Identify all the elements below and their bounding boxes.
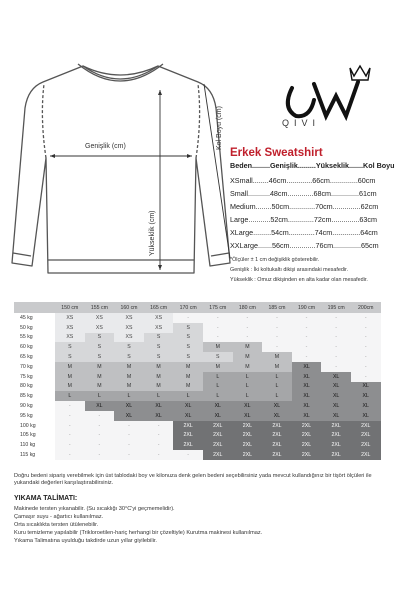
table-row	[14, 352, 381, 362]
size-cell: XL	[114, 401, 144, 411]
size-cell: -	[351, 333, 381, 343]
weight-cell: 60 kg	[20, 344, 33, 351]
size-cell: 2XL	[292, 450, 322, 460]
size-cell: -	[55, 431, 85, 441]
table-row	[14, 313, 381, 323]
table-row	[14, 401, 381, 411]
size-cell: 2XL	[233, 440, 263, 450]
size-cell: XL	[203, 411, 233, 421]
size-cell: -	[114, 440, 144, 450]
wash-line: Yıkama Talimatına uyulduğu takdirde uzun yıllar giyilebilir.	[14, 538, 157, 544]
size-cell: M	[233, 362, 263, 372]
size-cell: M	[173, 372, 203, 382]
weight-cell: 45 kg	[20, 314, 33, 321]
size-cell: 2XL	[173, 440, 203, 450]
guide-note: Genişlik : İki koltukaltı dikişi arasındaki mesafedir.	[230, 267, 349, 273]
weight-cell: 65 kg	[20, 354, 33, 361]
guide-row: Large...........52cm.............72cm..............63cm	[230, 215, 377, 224]
size-cell: M	[144, 362, 174, 372]
size-cell: -	[292, 313, 322, 323]
size-cell: XL	[173, 411, 203, 421]
wash-line: Kuru temizleme yapılabilir (Trikloroetilen-hariç herhangi bir çözeltiyle) Kurutma makinesi kullanılmaz.	[14, 530, 263, 536]
height-header: 195 cm	[321, 302, 351, 313]
size-cell: XL	[321, 401, 351, 411]
size-cell: M	[114, 362, 144, 372]
size-cell: -	[262, 342, 292, 352]
size-cell: -	[321, 333, 351, 343]
size-cell: XL	[351, 411, 381, 421]
size-cell: S	[173, 342, 203, 352]
size-cell: XS	[144, 323, 174, 333]
guide-note: Yükseklik : Omuz dikişinden en alta kadar olan mesafedir.	[230, 277, 368, 283]
height-header: 175 cm	[203, 302, 233, 313]
size-cell: 2XL	[203, 431, 233, 441]
size-cell: XL	[321, 372, 351, 382]
size-cell: -	[262, 333, 292, 343]
size-cell: 2XL	[173, 421, 203, 431]
size-cell: 2XL	[203, 450, 233, 460]
size-cell: -	[144, 421, 174, 431]
size-cell: M	[55, 372, 85, 382]
size-cell: -	[321, 352, 351, 362]
size-cell: -	[85, 431, 115, 441]
size-cell: -	[85, 421, 115, 431]
size-cell: -	[321, 362, 351, 372]
wash-title: YIKAMA TALİMATI:	[14, 495, 78, 502]
size-cell: 2XL	[321, 421, 351, 431]
size-cell: -	[173, 313, 203, 323]
size-cell: -	[233, 313, 263, 323]
size-matrix-table	[14, 302, 381, 460]
size-cell: -	[321, 323, 351, 333]
table-row	[14, 362, 381, 372]
height-header: 190 cm	[292, 302, 322, 313]
size-cell: -	[321, 342, 351, 352]
size-cell: M	[233, 342, 263, 352]
size-cell: -	[55, 421, 85, 431]
wash-line: Orta sıcaklıkta tersten ütülenebilir.	[14, 522, 99, 528]
height-label: Yükseklik (cm)	[149, 210, 156, 256]
size-cell: L	[233, 391, 263, 401]
size-cell: S	[55, 352, 85, 362]
height-header: 165 cm	[144, 302, 174, 313]
size-cell: M	[55, 362, 85, 372]
table-row	[14, 323, 381, 333]
weight-cell: 55 kg	[20, 334, 33, 341]
size-cell: 2XL	[351, 421, 381, 431]
size-cell: -	[114, 431, 144, 441]
size-cell: L	[144, 391, 174, 401]
size-cell: XL	[144, 401, 174, 411]
size-cell: M	[55, 382, 85, 392]
size-cell: S	[85, 333, 115, 343]
size-cell: XL	[292, 382, 322, 392]
size-cell: -	[262, 313, 292, 323]
size-cell: L	[203, 391, 233, 401]
size-cell: -	[55, 411, 85, 421]
height-header: 180 cm	[233, 302, 263, 313]
size-cell: L	[262, 391, 292, 401]
size-cell: XL	[262, 411, 292, 421]
corner-cell	[14, 302, 55, 313]
size-cell: -	[85, 411, 115, 421]
size-cell: -	[144, 431, 174, 441]
guide-row: Small...........48cm.............68cm..............61cm	[230, 189, 377, 198]
size-cell: L	[114, 391, 144, 401]
table-row	[14, 421, 381, 431]
size-cell: -	[292, 342, 322, 352]
size-cell: 2XL	[292, 440, 322, 450]
size-cell: XL	[233, 411, 263, 421]
size-cell: 2XL	[321, 440, 351, 450]
size-cell: M	[173, 382, 203, 392]
size-cell: XL	[351, 401, 381, 411]
height-header: 200cm	[351, 302, 381, 313]
size-cell: L	[262, 382, 292, 392]
sweatshirt-sketch	[8, 48, 233, 283]
size-cell: L	[85, 391, 115, 401]
weight-cell: 110 kg	[20, 442, 36, 449]
size-cell: XL	[351, 391, 381, 401]
size-cell: 2XL	[321, 450, 351, 460]
size-cell: XL	[292, 391, 322, 401]
size-cell: -	[351, 313, 381, 323]
size-cell: L	[233, 382, 263, 392]
table-row	[14, 372, 381, 382]
size-cell: XL	[321, 391, 351, 401]
weight-cell: 80 kg	[20, 383, 33, 390]
weight-cell: 105 kg	[20, 432, 36, 439]
size-cell: M	[203, 362, 233, 372]
size-cell: S	[85, 342, 115, 352]
size-cell: XL	[262, 401, 292, 411]
size-cell: -	[351, 323, 381, 333]
table-row	[14, 431, 381, 441]
size-cell: XL	[203, 401, 233, 411]
size-cell: -	[233, 333, 263, 343]
size-cell: M	[203, 342, 233, 352]
guide-row: XXLarge.......56cm.............76cm..............65cm	[230, 241, 379, 250]
table-row	[14, 450, 381, 460]
size-cell: 2XL	[233, 431, 263, 441]
size-cell: XS	[55, 313, 85, 323]
size-cell: XS	[55, 333, 85, 343]
weight-cell: 90 kg	[20, 403, 33, 410]
size-cell: 2XL	[351, 450, 381, 460]
size-cell: 2XL	[321, 431, 351, 441]
guide-row: XLarge.........54cm.............74cm..............64cm	[230, 228, 378, 237]
size-cell: XL	[351, 382, 381, 392]
width-label: Genişlik (cm)	[85, 143, 126, 150]
size-cell: XL	[292, 401, 322, 411]
size-cell: 2XL	[351, 440, 381, 450]
table-header-row	[14, 302, 381, 313]
guide-note: *Ölçüler ± 1 cm değişiklik gösterebilir.	[230, 257, 320, 263]
height-header: 185 cm	[262, 302, 292, 313]
size-cell: XS	[85, 323, 115, 333]
height-header: 150 cm	[55, 302, 85, 313]
size-cell: L	[233, 372, 263, 382]
size-cell: XL	[144, 411, 174, 421]
size-cell: XS	[55, 323, 85, 333]
size-cell: S	[55, 342, 85, 352]
size-cell: -	[203, 313, 233, 323]
size-cell: L	[55, 391, 85, 401]
size-cell: S	[144, 342, 174, 352]
size-cell: -	[351, 342, 381, 352]
weight-cell: 75 kg	[20, 373, 33, 380]
weight-cell: 115 kg	[20, 452, 36, 459]
size-cell: XL	[292, 411, 322, 421]
size-cell: -	[85, 440, 115, 450]
weight-cell: 50 kg	[20, 324, 33, 331]
size-cell: -	[351, 372, 381, 382]
size-cell: M	[262, 352, 292, 362]
size-cell: -	[351, 352, 381, 362]
size-cell: -	[292, 333, 322, 343]
table-row	[14, 411, 381, 421]
size-cell: XS	[85, 313, 115, 323]
size-cell: S	[173, 323, 203, 333]
size-cell: XL	[321, 411, 351, 421]
size-cell: XL	[114, 411, 144, 421]
size-cell: -	[114, 450, 144, 460]
size-cell: L	[262, 372, 292, 382]
size-cell: 2XL	[262, 421, 292, 431]
height-header: 160 cm	[114, 302, 144, 313]
size-cell: -	[114, 421, 144, 431]
size-cell: M	[144, 372, 174, 382]
size-cell: -	[144, 450, 174, 460]
size-cell: 2XL	[351, 431, 381, 441]
size-cell: -	[262, 323, 292, 333]
size-cell: S	[144, 352, 174, 362]
size-cell: XS	[114, 333, 144, 343]
weight-cell: 70 kg	[20, 363, 33, 370]
size-cell: -	[351, 362, 381, 372]
size-cell: S	[114, 352, 144, 362]
size-cell: XL	[233, 401, 263, 411]
size-cell: -	[203, 323, 233, 333]
size-cell: S	[203, 352, 233, 362]
size-cell: -	[292, 352, 322, 362]
guide-row: Medium........50cm.............70cm..............62cm	[230, 202, 379, 211]
size-cell: -	[55, 450, 85, 460]
size-cell: XL	[292, 362, 322, 372]
size-cell: L	[173, 391, 203, 401]
size-cell: S	[114, 342, 144, 352]
size-cell: M	[144, 382, 174, 392]
size-cell: 2XL	[262, 440, 292, 450]
table-row	[14, 382, 381, 392]
size-cell: 2XL	[173, 431, 203, 441]
table-row	[14, 391, 381, 401]
table-row	[14, 440, 381, 450]
size-cell: M	[262, 362, 292, 372]
size-cell: 2XL	[292, 421, 322, 431]
weight-cell: 100 kg	[20, 422, 36, 429]
sleeve-label: Kol Boyu (cm)	[216, 106, 223, 150]
size-cell: -	[203, 333, 233, 343]
size-cell: S	[173, 333, 203, 343]
size-cell: 2XL	[262, 450, 292, 460]
size-cell: -	[233, 323, 263, 333]
size-cell: -	[173, 450, 203, 460]
size-cell: M	[85, 382, 115, 392]
size-cell: M	[233, 352, 263, 362]
size-cell: XL	[85, 401, 115, 411]
size-cell: M	[114, 372, 144, 382]
size-cell: XL	[173, 401, 203, 411]
size-cell: S	[144, 333, 174, 343]
table-row	[14, 342, 381, 352]
height-header: 170 cm	[173, 302, 203, 313]
size-cell: XL	[292, 372, 322, 382]
size-cell: XS	[114, 313, 144, 323]
size-cell: -	[85, 450, 115, 460]
height-header: 155 cm	[85, 302, 115, 313]
brand-logo	[270, 60, 390, 140]
size-cell: M	[114, 382, 144, 392]
size-cell: 2XL	[262, 431, 292, 441]
guide-title: Erkek Sweatshirt	[230, 147, 323, 159]
wash-line: Makinede tersten yıkanabilir. (Su sıcaklığı 30°C'yi geçmemelidir).	[14, 506, 175, 512]
size-cell: -	[55, 440, 85, 450]
size-cell: M	[85, 362, 115, 372]
size-cell: XL	[321, 382, 351, 392]
size-cell: L	[203, 372, 233, 382]
brand-name: QIVI	[282, 118, 321, 128]
weight-cell: 85 kg	[20, 393, 33, 400]
size-cell: XS	[114, 323, 144, 333]
size-cell: XS	[144, 313, 174, 323]
size-cell: 2XL	[292, 431, 322, 441]
size-cell: 2XL	[203, 421, 233, 431]
size-cell: M	[85, 372, 115, 382]
guide-header: Beden.........Genişlik.........Yükseklik.......Kol Boyu	[230, 161, 395, 170]
size-cell: L	[203, 382, 233, 392]
size-cell: 2XL	[203, 440, 233, 450]
wash-line: Çamaşır suyu - ağartıcı kullanılmaz.	[14, 514, 104, 520]
table-row	[14, 333, 381, 343]
size-cell: -	[144, 440, 174, 450]
size-cell: S	[85, 352, 115, 362]
size-cell: -	[292, 323, 322, 333]
size-cell: -	[55, 401, 85, 411]
size-cell: M	[173, 362, 203, 372]
size-cell: -	[321, 313, 351, 323]
fit-advice: Doğru bedeni sipariş verebilmek için üst tablodaki boy ve kilonuza denk gelen bedeni seçebilirsiniz yada mevcut kullandığınız bir tişört ölçüleri ile yukarıdaki değerleri karşılaştırabilirsiniz.	[14, 473, 372, 487]
size-cell: S	[173, 352, 203, 362]
size-cell: 2XL	[233, 450, 263, 460]
weight-cell: 95 kg	[20, 412, 33, 419]
size-cell: 2XL	[233, 421, 263, 431]
guide-row: XSmall........46cm.............66cm..............60cm	[230, 176, 376, 185]
